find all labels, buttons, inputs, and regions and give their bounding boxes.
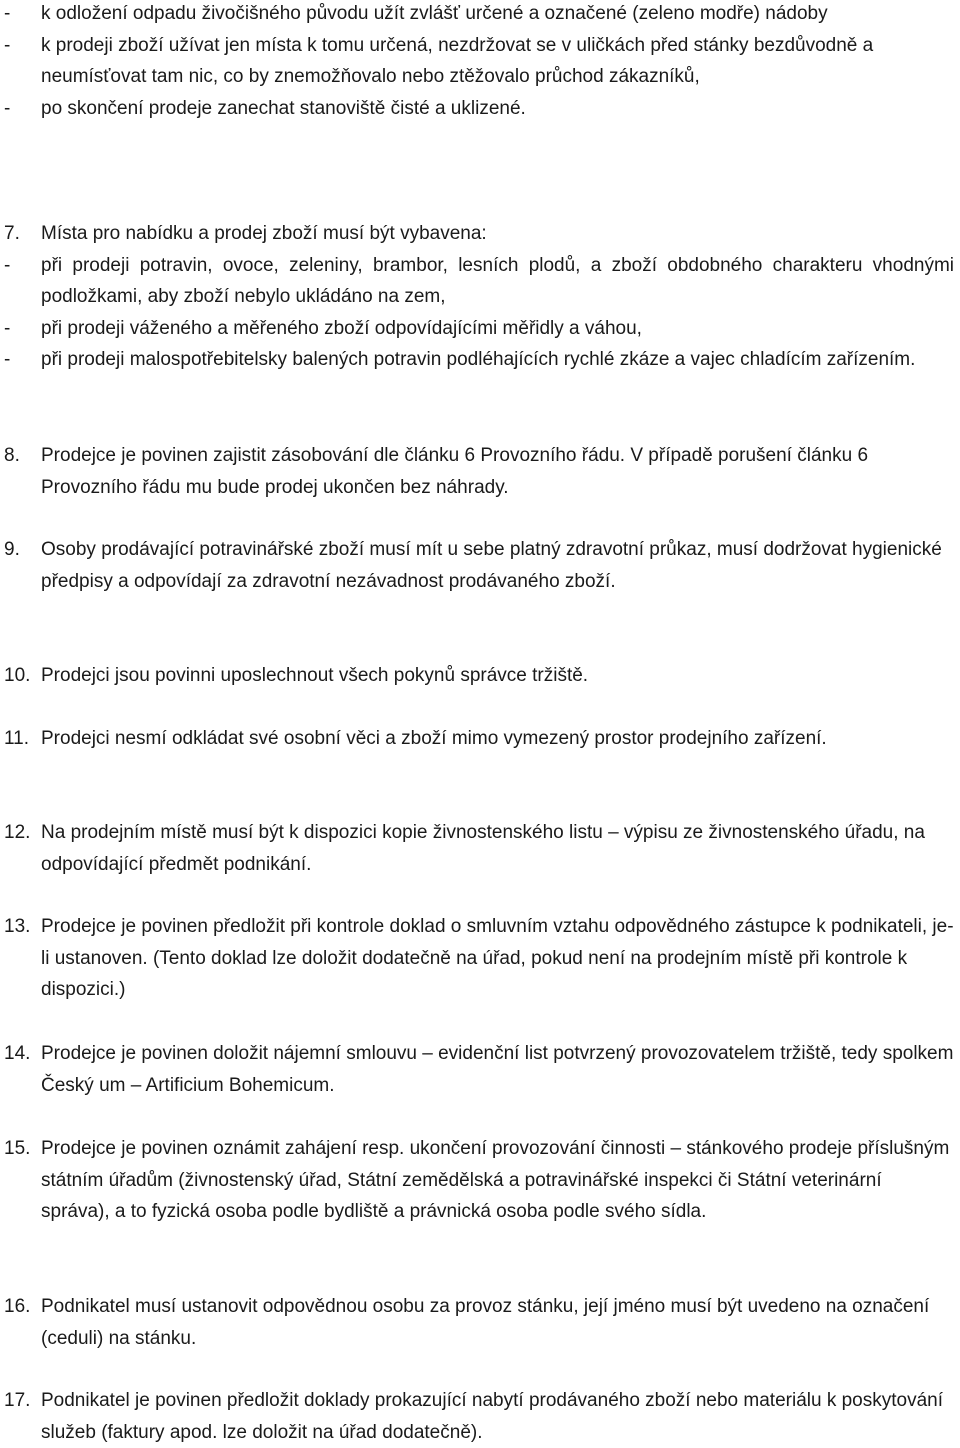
section-paragraph xyxy=(4,660,954,692)
section-number: 16. xyxy=(4,1296,31,1317)
list-item-text: při prodeji potravin, ovoce, zeleniny, brambor, lesních plodů, a zboží obdobného charakteru vhodnými podložkami, aby zboží nebylo ukládáno na zem, xyxy=(41,254,954,307)
section-text: Prodejce je povinen předložit při kontrole doklad o smluvním vztahu odpovědného zástupce k podnikateli, je-li ustanoven. (Tento doklad lze doložit dodatečně na úřad, pokud není na prodejním místě při kontrole k dispozici.) xyxy=(41,916,954,1000)
list-item xyxy=(4,0,954,30)
section-number: 11. xyxy=(4,728,30,749)
list-item xyxy=(4,30,954,93)
section-number: 13. xyxy=(4,916,31,937)
list-item-text: při prodeji váženého a měřeného zboží odpovídajícími měřidly a váhou, xyxy=(41,317,642,339)
section-text: Prodejce je povinen zajistit zásobování dle článku 6 Provozního řádu. V případě porušení článku 6 Provozního řádu mu bude prodej ukončen bez náhrady. xyxy=(41,445,869,498)
section-paragraph xyxy=(4,1291,954,1354)
section-9 xyxy=(4,534,954,597)
section-11 xyxy=(4,723,954,755)
bullet-dash: - xyxy=(4,317,11,339)
section-number: 10. xyxy=(4,665,31,686)
intro-list xyxy=(4,0,954,124)
bullet-dash: - xyxy=(4,34,11,56)
section-16 xyxy=(4,1291,954,1354)
section-number: 15. xyxy=(4,1138,31,1159)
bullet-dash: - xyxy=(4,254,11,276)
bullet-dash: - xyxy=(4,349,11,370)
list-item xyxy=(4,344,954,376)
section-text: Na prodejním místě musí být k dispozici kopie živnostenského listu – výpisu ze živnostenského úřadu, na odpovídající předmět podnikání. xyxy=(41,822,925,875)
list-item-text: po skončení prodeje zanechat stanoviště čisté a uklizené. xyxy=(41,97,526,119)
bullet-dash: - xyxy=(4,97,11,119)
list-item-text: k prodeji zboží užívat jen místa k tomu určená, nezdržovat se v uličkách před stánky bezdůvodně a neumísťovat tam nic, co by znemožňovalo nebo ztěžovalo průchod zákazníků, xyxy=(41,34,874,87)
section-text: Prodejce je povinen doložit nájemní smlouvu – evidenční list potvrzený provozovatelem tržiště, tedy spolkem Český um – Artificium Bohemicum. xyxy=(41,1043,954,1096)
section-paragraph xyxy=(4,440,954,503)
section-text: Osoby prodávající potravinářské zboží musí mít u sebe platný zdravotní průkaz, musí dodržovat hygienické předpisy a odpovídají za zdravotní nezávadnost prodávaného zboží. xyxy=(41,539,942,592)
section-paragraph xyxy=(4,1385,954,1448)
section-text: Podnikatel musí ustanovit odpovědnou osobu za provoz stánku, její jméno musí být uvedeno na označení (ceduli) na stánku. xyxy=(41,1296,930,1349)
bullet-dash: - xyxy=(4,3,11,24)
section-12 xyxy=(4,817,954,880)
list-item-text: při prodeji malospotřebitelsky balených potravin podléhajících rychlé zkáze a vajec chladícím zařízením. xyxy=(41,349,916,370)
list-item xyxy=(4,313,954,345)
section-number: 12. xyxy=(4,822,31,843)
list-item-text: k odložení odpadu živočišného původu užít zvlášť určené a označené (zeleno modře) nádoby xyxy=(41,3,828,24)
section-7 xyxy=(4,218,954,376)
section-13 xyxy=(4,911,954,1006)
section-paragraph xyxy=(4,534,954,597)
section-paragraph xyxy=(4,1038,954,1101)
section-number: 14. xyxy=(4,1043,31,1064)
section-paragraph xyxy=(4,723,954,755)
section-number: 8. xyxy=(4,445,20,466)
section-number: 17. xyxy=(4,1390,31,1411)
section-number: 7. xyxy=(4,223,20,244)
section-text: Prodejci jsou povinni uposlechnout všech pokynů správce tržiště. xyxy=(41,665,589,686)
section-15 xyxy=(4,1133,954,1228)
section-text: Prodejce je povinen oznámit zahájení resp. ukončení provozování činnosti – stánkového prodeje příslušným státním úřadům (živnostenský úřad, Státní zemědělská a potravinářské inspekci či Státní veterinární správa), a to fyzická osoba podle bydliště a právnická osoba podle svého sídla. xyxy=(41,1138,950,1222)
section-heading xyxy=(4,218,954,250)
section-text: Podnikatel je povinen předložit doklady prokazující nabytí prodávaného zboží nebo materiálu k poskytování služeb (faktury apod. lze doložit na úřad dodatečně). xyxy=(41,1390,943,1443)
list-item xyxy=(4,250,954,313)
section-text: Místa pro nabídku a prodej zboží musí být vybavena: xyxy=(41,223,487,244)
section-paragraph xyxy=(4,817,954,880)
section-8 xyxy=(4,440,954,503)
section-number: 9. xyxy=(4,539,20,560)
section-17 xyxy=(4,1385,954,1448)
section-10 xyxy=(4,660,954,692)
section-14 xyxy=(4,1038,954,1101)
section-paragraph xyxy=(4,1133,954,1228)
section-paragraph xyxy=(4,911,954,1006)
list-item xyxy=(4,93,954,125)
section-text: Prodejci nesmí odkládat své osobní věci a zboží mimo vymezený prostor prodejního zařízení. xyxy=(41,728,827,749)
